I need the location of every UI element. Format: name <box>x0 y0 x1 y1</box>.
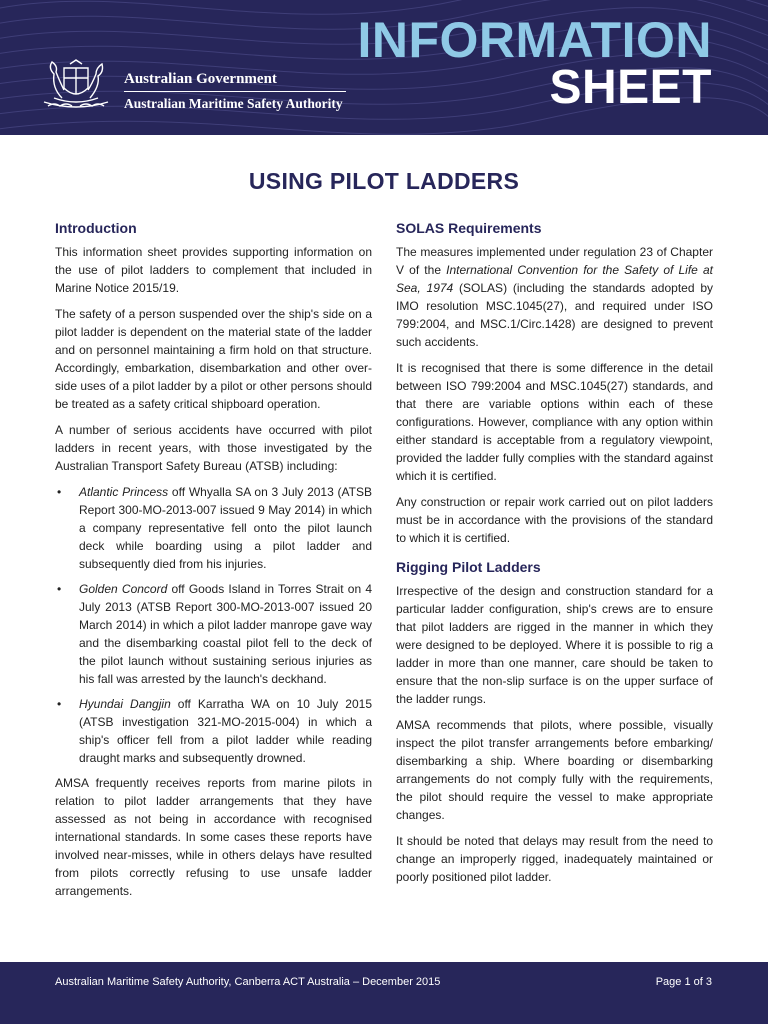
rigging-paragraph-1: Irrespective of the design and construction standard for a particular ladder configuration, ship's crews are to ensure that pilot ladders are rigged in the manner in which they were designed to be deployed. Where it is possible to rig a ladder in more than one manner, care should be taken to ensure that the non-slip surface is on the upper surface of the ladder rungs. <box>396 584 713 706</box>
bullet-icon: • <box>57 582 62 596</box>
ship-name: Atlantic Princess <box>79 485 169 499</box>
coat-of-arms-icon <box>34 58 118 112</box>
list-item-text: off Goods Island in Torres Strait on 4 July 2013 (ATSB Report 300-MO-2013-007 issued 20 March 2014) in which a pilot ladder manrope gave way and the disembarking coastal pilot fell to the deck of the pilot launch without sustaining serious injuries as his fall was arrested by the launch's deckhand. <box>79 582 373 686</box>
rigging-heading: Rigging Pilot Ladders <box>396 559 541 575</box>
solas-paragraph-3: Any construction or repair work carried out on pilot ladders must be in accordance with the provisions of the standard to which it is certified. <box>396 495 713 545</box>
list-item <box>55 580 372 688</box>
solas-text-b: (SOLAS) (including the standards adopted by IMO resolution MSC.1045(27), and required under ISO 799:2004, and MSC.1/Circ.1428) are designed to prevent such accidents. <box>396 281 714 349</box>
agency-name: Australian Maritime Safety Authority <box>124 96 343 111</box>
intro-paragraph-1: This information sheet provides supporting information on the use of pilot ladders to complement that included in Marine Notice 2015/19. <box>55 245 372 295</box>
list-item-text: off Karratha WA on 10 July 2015 (ATSB investigation 321-MO-2015-004) in which a ship's officer fell from a pilot ladder while reading draught marks and subsequently drowned. <box>79 697 372 765</box>
header-banner <box>0 0 768 135</box>
banner-title-line1: INFORMATION <box>357 12 712 68</box>
convention-title: International Convention for the Safety of Life at Sea, 1974 <box>396 263 713 295</box>
footer-bar <box>0 962 768 1024</box>
ship-name: Hyundai Dangjin <box>79 697 171 711</box>
bullet-icon: • <box>57 697 62 711</box>
page-number: Page 1 of 3 <box>655 976 712 988</box>
solas-paragraph-1 <box>396 243 713 351</box>
rigging-paragraph-3: It should be noted that delays may result from the need to change an improperly rigged, inadequately maintained or poorly positioned pilot ladder. <box>396 834 713 884</box>
ship-name: Golden Concord <box>79 582 168 596</box>
list-item <box>55 483 372 573</box>
footer-publisher: Australian Maritime Safety Authority, Canberra ACT Australia – December 2015 <box>55 976 441 988</box>
introduction-heading: Introduction <box>55 220 137 236</box>
accident-list <box>55 483 372 767</box>
left-column <box>55 220 372 908</box>
list-item <box>55 695 372 767</box>
solas-heading: SOLAS Requirements <box>396 220 542 236</box>
banner-title-line2: SHEET <box>549 61 712 114</box>
intro-paragraph-3: A number of serious accidents have occurred with pilot ladders in recent years, with those investigated by the Australian Transport Safety Bureau (ATSB) including: <box>55 423 372 473</box>
solas-paragraph-2: It is recognised that there is some difference in the detail between ISO 799:2004 and MSC.1045(27) standards, and that there are variable options within each of these configurations. However, compliance with any option within either standard is acceptable from a regulatory viewpoint, provided the ladder fully complies with the standard against which it is certified. <box>396 361 713 483</box>
bullet-icon: • <box>57 485 62 499</box>
intro-paragraph-2: The safety of a person suspended over the ship's side on a pilot ladder is dependent on the material state of the ladder and on personnel maintaining a firm hold on that structure. Accordingly, embarkation, disembarkation and other over-side uses of a pilot ladder by a pilot or other persons should be treated as a safety critical shipboard operation. <box>55 307 372 411</box>
right-column <box>396 220 713 894</box>
rigging-paragraph-2: AMSA recommends that pilots, where possible, visually inspect the pilot transfer arrangements before embarking/ disembarking a ship. Where boarding or disembarking arrangements do not comply fully with the requirements, the pilot should require the vessel to make appropriate changes. <box>396 718 713 822</box>
intro-paragraph-4: AMSA frequently receives reports from marine pilots in relation to pilot ladder arrangements that they have assessed as not being in accordance with recognised international standards. In some cases these reports have involved near-misses, while in others delays have resulted from pilots correctly refusing to use unsafe ladder arrangements. <box>55 776 372 898</box>
list-item-text: off Whyalla SA on 3 July 2013 (ATSB Report 300-MO-2013-007 issued 9 May 2014) in which a company representative fell onto the pilot launch deck while boarding using a pilot ladder and subsequently died from his injuries. <box>79 485 372 571</box>
solas-text-a: The measures implemented under regulation 23 of Chapter V of the <box>396 245 713 277</box>
divider <box>124 91 346 92</box>
government-name: Australian Government <box>124 71 277 87</box>
page-title: USING PILOT LADDERS <box>248 168 520 194</box>
